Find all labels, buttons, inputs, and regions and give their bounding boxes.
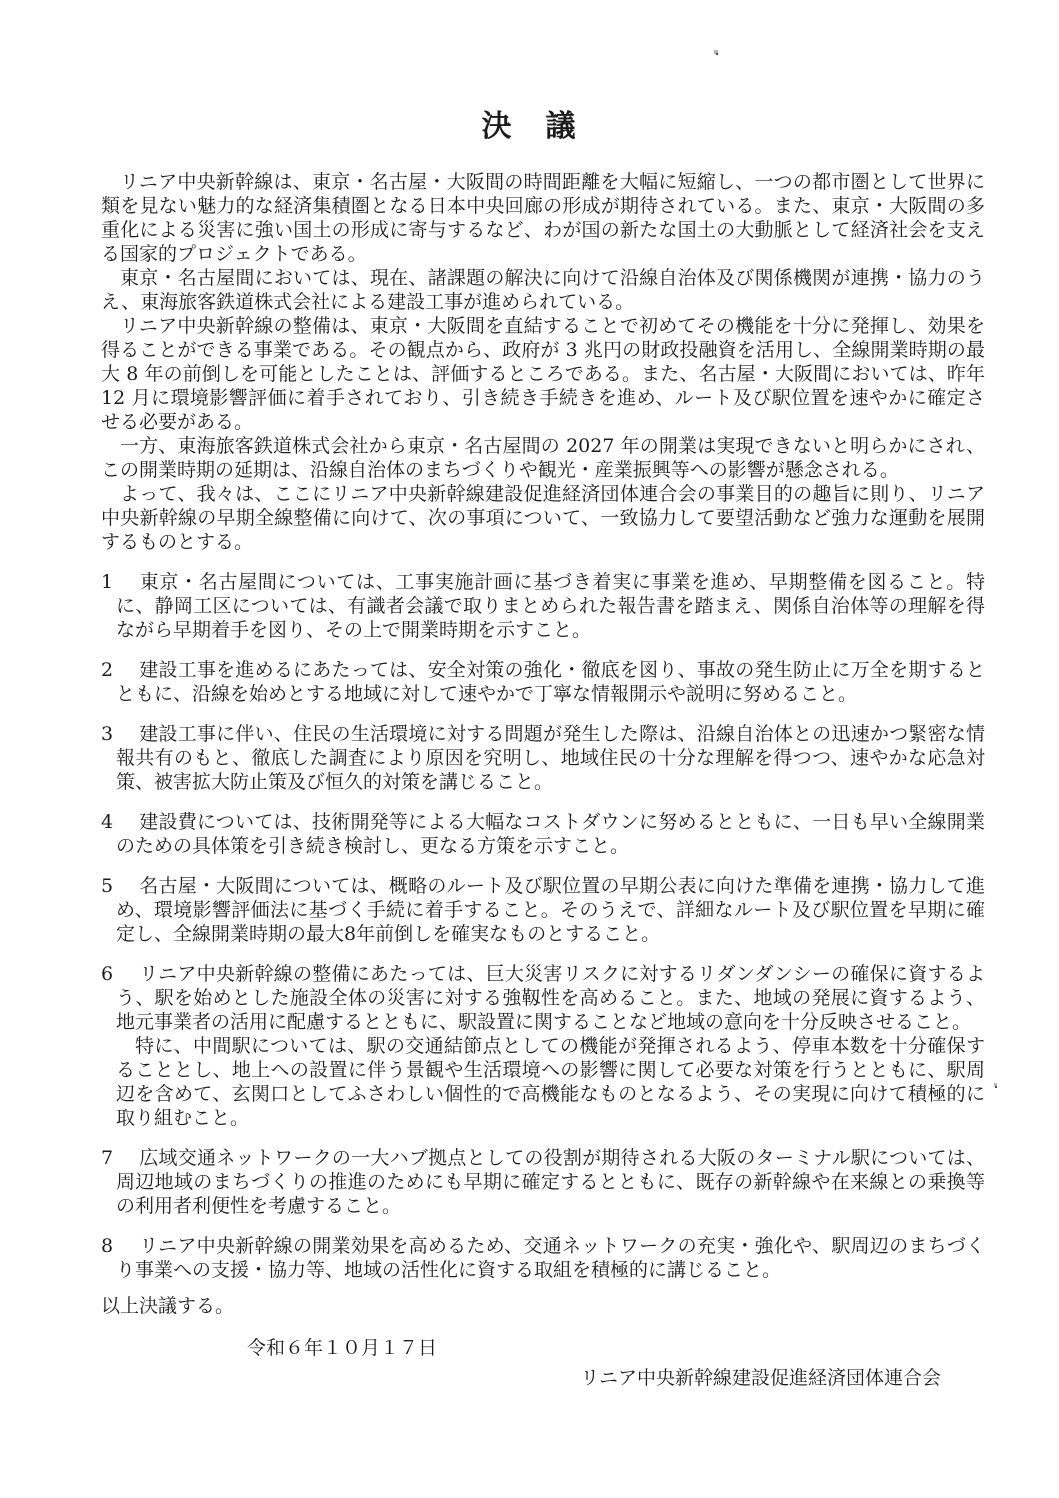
item-paragraph	[101, 810, 985, 858]
item-paragraph	[101, 1234, 985, 1282]
resolution-item-8	[101, 1234, 985, 1282]
item-number: 8	[101, 1235, 114, 1257]
intro-paragraph-4: 一方、東海旅客鉄道株式会社から東京・名古屋間の 2027 年の開業は実現できないと明らかにされ、この開業時期の延期は、沿線自治体のまちづくりや観光・産業振興等への影響が懸念される。	[101, 435, 985, 481]
organization-signature: リニア中央新幹線建設促進経済団体連合会	[580, 1367, 941, 1389]
item-paragraph	[101, 658, 985, 706]
item-paragraph	[101, 962, 985, 1034]
resolution-item-6	[101, 962, 985, 1130]
resolution-item-7	[101, 1146, 985, 1218]
resolution-item-5	[101, 874, 985, 946]
item-paragraph: 特に、中間駅については、駅の交通結節点としての機能が発揮されるよう、停車本数を十分確保することとし、地上への設置に伴う景観や生活環境への影響に関して必要な対策を行うとともに、駅周辺を含めて、玄関口としてふさわしい個性的で高機能なものとなるよう、その実現に向けて積極的に取り組むこと。	[116, 1035, 985, 1129]
resolution-body	[101, 170, 985, 1390]
item-text: リニア中央新幹線の整備にあたっては、巨大災害リスクに対するリダンダンシーの確保に資するよう、駅を始めとした施設全体の災害に対する強靱性を高めること。また、地域の発展に資するよう、地元事業者の活用に配慮するとともに、駅設置に関することなど地域の意向を十分反映させること。	[116, 963, 985, 1033]
item-text: 建設費については、技術開発等による大幅なコストダウンに努めるとともに、一日も早い全線開業のための具体策を引き続き検討し、更なる方策を示すこと。	[116, 811, 985, 857]
item-text: リニア中央新幹線の開業効果を高めるため、交通ネットワークの充実・強化や、駅周辺のまちづくり事業への支援・協力等、地域の活性化に資する取組を積極的に講じること。	[116, 1235, 985, 1281]
item-text: 名古屋・大阪間については、概略のルート及び駅位置の早期公表に向けた準備を連携・協力して進め、環境影響評価法に基づく手続に着手すること。そのうえで、詳細なルート及び駅位置を早期に確定し、全線開業時期の最大8年前倒しを確実なものとすること。	[116, 875, 985, 945]
item-paragraph	[101, 570, 985, 642]
intro-paragraph-1: リニア中央新幹線は、東京・名古屋・大阪間の時間距離を大幅に短縮し、一つの都市圏として世界に類を見ない魅力的な経済集積圏となる日本中央回廊の形成が期待されている。また、東京・大阪間の多重化による災害に強い国土の形成に寄与するなど、わが国の新たな国土の大動脈として経済社会を支える国家的プロジェクトである。	[101, 171, 985, 265]
intro-paragraph-5: よって、我々は、ここにリニア中央新幹線建設促進経済団体連合会の事業目的の趣旨に則り、リニア中央新幹線の早期全線整備に向けて、次の事項について、一致協力して要望活動など強力な運動を展開するものとする。	[101, 483, 985, 553]
item-number: 1	[101, 571, 114, 593]
item-number: 2	[101, 659, 114, 681]
resolution-item-1	[101, 570, 985, 642]
item-paragraph	[101, 722, 985, 794]
scan-speck	[716, 53, 718, 55]
intro-paragraph-2: 東京・名古屋間においては、現在、諸課題の解決に向けて沿線自治体及び関係機関が連携・協力のうえ、東海旅客鉄道株式会社による建設工事が進められている。	[101, 267, 985, 313]
item-text: 広域交通ネットワークの一大ハブ拠点としての役割が期待される大阪のターミナル駅については、周辺地域のまちづくりの推進のためにも早期に確定するとともに、既存の新幹線や在来線との乗換等の利用者利便性を考慮すること。	[116, 1147, 985, 1217]
item-number: 5	[101, 875, 114, 897]
resolution-title: 決 議	[481, 109, 578, 144]
item-paragraph	[101, 1146, 985, 1218]
item-number: 7	[101, 1147, 114, 1169]
resolution-date: 令和６年１０月１７日	[247, 1337, 438, 1359]
item-text: 東京・名古屋間については、工事実施計画に基づき着実に事業を進め、早期整備を図ること。特に、静岡工区については、有識者会議で取りまとめられた報告書を踏まえ、関係自治体等の理解を得ながら早期着手を図り、その上で開業時期を示すこと。	[116, 571, 985, 641]
resolution-item-3	[101, 722, 985, 794]
item-number: 6	[101, 963, 114, 985]
item-text: 建設工事を進めるにあたっては、安全対策の強化・徹底を図り、事故の発生防止に万全を期するとともに、沿線を始めとする地域に対して速やかで丁寧な情報開示や説明に努めること。	[116, 659, 985, 705]
resolution-items	[101, 570, 985, 1282]
scan-speck	[995, 1086, 997, 1088]
item-paragraph	[101, 874, 985, 946]
intro-paragraph-3: リニア中央新幹線の整備は、東京・大阪間を直結することで初めてその機能を十分に発揮し、効果を得ることができる事業である。その観点から、政府が 3 兆円の財政投融資を活用し、全線開業時期の最大 8 年の前倒しを可能としたことは、評価するところである。また、名古屋・大阪間においては、昨年 12 月に環境影響評価に着手されており、引き続き手続きを進め、ルート及び駅位置を速やかに確定させる必要がある。	[101, 315, 985, 433]
closing-statement: 以上決議する。	[101, 1295, 235, 1317]
item-number: 3	[101, 723, 114, 745]
item-text: 建設工事に伴い、住民の生活環境に対する問題が発生した際は、沿線自治体との迅速かつ緊密な情報共有のもと、徹底した調査により原因を究明し、地域住民の十分な理解を得つつ、速やかな応急対策、被害拡大防止策及び恒久的対策を講じること。	[116, 723, 985, 793]
resolution-item-2	[101, 658, 985, 706]
resolution-item-4	[101, 810, 985, 858]
item-number: 4	[101, 811, 114, 833]
